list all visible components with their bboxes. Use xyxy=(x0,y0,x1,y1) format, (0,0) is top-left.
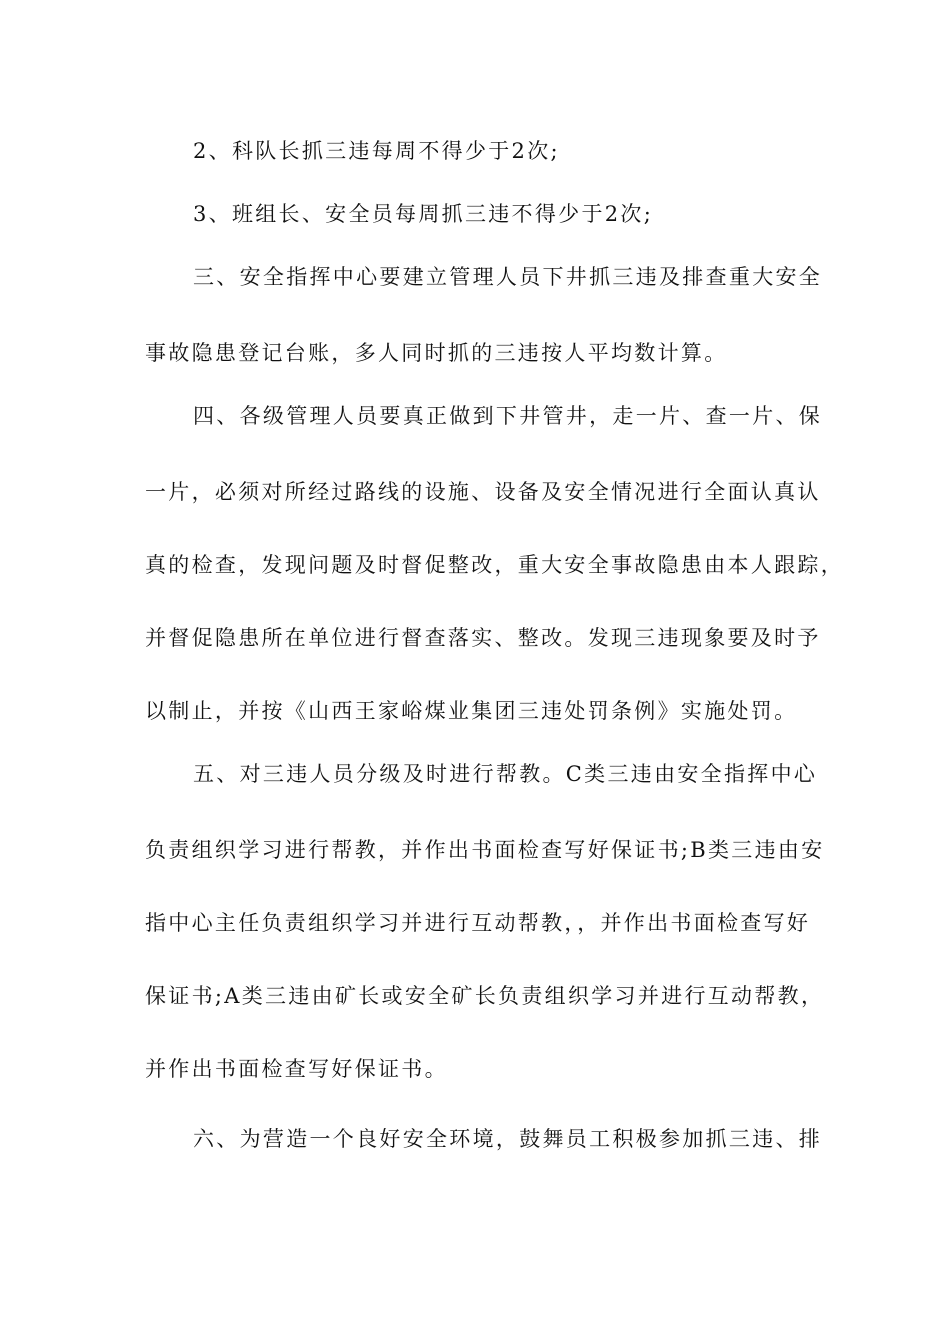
text-line-8: 并督促隐患所在单位进行督查落实、整改。发现三违现象要及时予 xyxy=(145,626,821,650)
text-line-2: 3、班组长、安全员每周抓三违不得少于2次; xyxy=(193,202,654,226)
text-line-12: 指中心主任负责组织学习并进行互动帮教，，并作出书面检查写好 xyxy=(145,911,811,935)
text-line-4: 事故隐患登记台账，多人同时抓的三违按人平均数计算。 xyxy=(145,341,728,365)
text-line-14: 并作出书面检查写好保证书。 xyxy=(145,1057,448,1081)
text-line-3: 三、安全指挥中心要建立管理人员下井抓三违及排查重大安全 xyxy=(193,265,823,289)
text-line-1: 2、科队长抓三违每周不得少于2次; xyxy=(193,139,560,163)
text-line-11: 负责组织学习进行帮教，并作出书面检查写好保证书;B类三违由安 xyxy=(145,838,825,862)
text-line-13: 保证书;A类三违由矿长或安全矿长负责组织学习并进行互动帮教， xyxy=(145,984,825,1008)
text-line-7: 真的检查，发现问题及时督促整改，重大安全事故隐患由本人跟踪， xyxy=(145,553,844,577)
text-line-6: 一片，必须对所经过路线的设施、设备及安全情况进行全面认真认 xyxy=(145,480,821,504)
text-line-5: 四、各级管理人员要真正做到下井管井，走一片、查一片、保 xyxy=(193,404,823,428)
text-line-9: 以制止，并按《山西王家峪煤业集团三违处罚条例》实施处罚。 xyxy=(145,699,798,723)
text-line-15: 六、为营造一个良好安全环境，鼓舞员工积极参加抓三违、排 xyxy=(193,1127,823,1151)
text-line-10: 五、对三违人员分级及时进行帮教。C类三违由安全指挥中心 xyxy=(193,762,818,786)
